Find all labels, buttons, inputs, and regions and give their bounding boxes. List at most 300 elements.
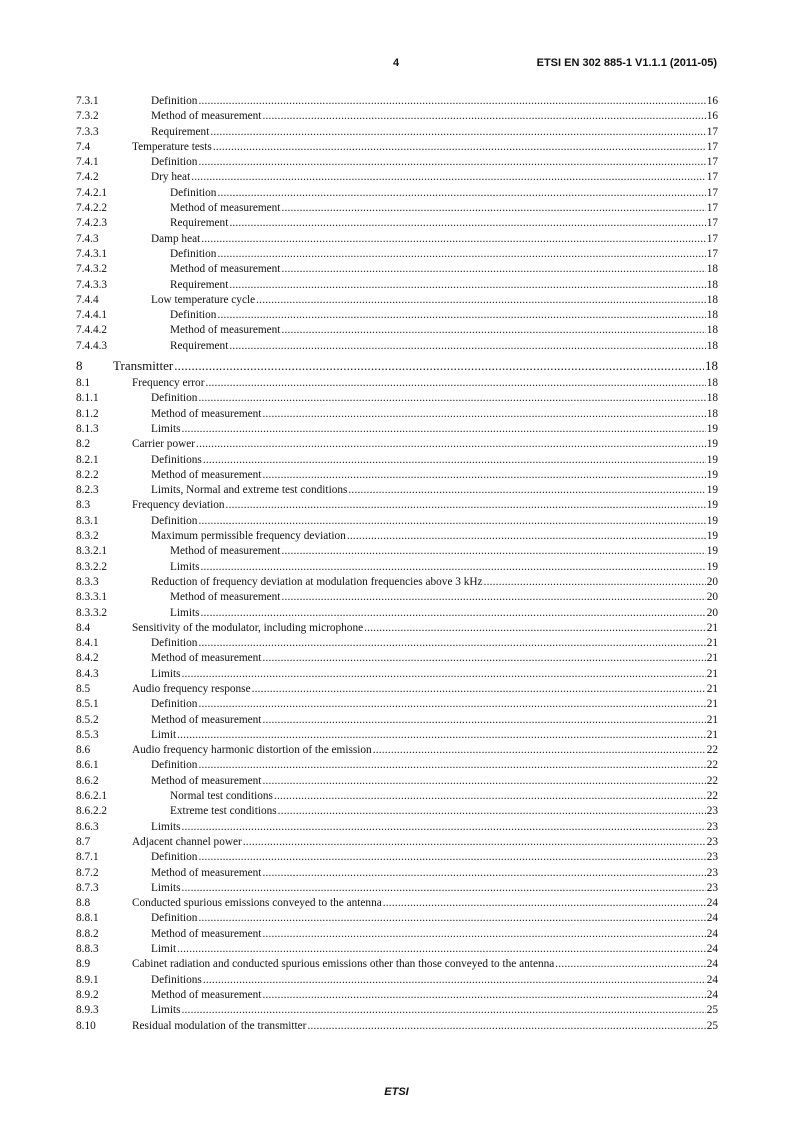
toc-entry[interactable] bbox=[76, 514, 718, 529]
toc-entry[interactable] bbox=[76, 758, 718, 773]
toc-entry-page: 22 bbox=[706, 790, 718, 803]
toc-entry[interactable] bbox=[76, 621, 718, 636]
toc-entry-page: 21 bbox=[706, 713, 718, 726]
toc-entry-title: Definition bbox=[170, 309, 217, 322]
toc-dot-leader bbox=[262, 774, 705, 789]
toc-entry-title: Transmitter bbox=[113, 358, 174, 374]
toc-entry[interactable] bbox=[76, 262, 718, 277]
toc-entry[interactable] bbox=[76, 155, 718, 170]
toc-entry[interactable] bbox=[76, 682, 718, 697]
toc-dot-leader bbox=[262, 713, 705, 728]
toc-entry-title: Low temperature cycle bbox=[151, 293, 256, 306]
toc-entry-page: 24 bbox=[706, 988, 718, 1001]
toc-entry-page: 19 bbox=[706, 545, 718, 558]
page-number: 4 bbox=[393, 57, 400, 69]
toc-entry-number: 7.4.4 bbox=[76, 293, 99, 306]
toc-entry-number: 7.4.3.2 bbox=[76, 263, 108, 276]
toc-entry-number: 8.2.2 bbox=[76, 468, 99, 481]
toc-entry-title: Method of measurement bbox=[151, 407, 262, 420]
toc-entry[interactable] bbox=[76, 293, 718, 308]
toc-dot-leader bbox=[274, 789, 706, 804]
toc-entry-title: Method of measurement bbox=[151, 652, 262, 665]
toc-entry-title: Limits bbox=[151, 881, 181, 894]
toc-entry[interactable] bbox=[76, 789, 718, 804]
toc-entry-title: Limits, Normal and extreme test conditions bbox=[151, 484, 348, 497]
toc-entry[interactable] bbox=[76, 667, 718, 682]
toc-entry[interactable] bbox=[76, 560, 718, 575]
toc-entry-page: 19 bbox=[706, 438, 718, 451]
toc-entry-page: 22 bbox=[706, 744, 718, 757]
toc-entry-title: Method of measurement bbox=[151, 468, 262, 481]
toc-entry-number: 8.1 bbox=[76, 377, 91, 390]
toc-entry-page: 20 bbox=[706, 575, 718, 588]
toc-entry[interactable] bbox=[76, 94, 718, 109]
document-id: ETSI EN 302 885-1 V1.1.1 (2011-05) bbox=[536, 57, 717, 69]
toc-entry[interactable] bbox=[76, 927, 718, 942]
toc-entry-page: 18 bbox=[706, 407, 718, 420]
toc-entry[interactable] bbox=[76, 697, 718, 712]
toc-entry-title: Definition bbox=[170, 186, 217, 199]
toc-dot-leader bbox=[229, 278, 705, 293]
toc-entry-number: 8.3.2.2 bbox=[76, 560, 108, 573]
toc-entry[interactable] bbox=[76, 651, 718, 666]
toc-entry-number: 7.3.1 bbox=[76, 95, 99, 107]
toc-entry-number: 8.7 bbox=[76, 835, 91, 848]
toc-entry[interactable] bbox=[76, 881, 718, 896]
toc-entry-number: 7.3.3 bbox=[76, 125, 99, 138]
toc-entry-page: 21 bbox=[706, 698, 718, 711]
toc-entry-number: 8.1.1 bbox=[76, 392, 99, 405]
toc-dot-leader bbox=[281, 590, 705, 605]
toc-entry-number: 7.4.3 bbox=[76, 232, 99, 245]
toc-dot-leader bbox=[229, 339, 705, 354]
toc-entry-title: Limit bbox=[151, 943, 177, 956]
toc-entry-title: Limit bbox=[151, 728, 177, 741]
toc-entry-title: Audio frequency response bbox=[132, 682, 251, 695]
toc-dot-leader bbox=[256, 293, 706, 308]
toc-dot-leader bbox=[205, 376, 705, 391]
toc-entry-title: Method of measurement bbox=[170, 545, 281, 558]
toc-entry[interactable] bbox=[76, 820, 718, 835]
toc-dot-leader bbox=[348, 483, 705, 498]
toc-dot-leader bbox=[373, 743, 706, 758]
toc-entry-title: Adjacent channel power bbox=[132, 835, 242, 848]
toc-entry-number: 8.3.2.1 bbox=[76, 545, 108, 558]
toc-dot-leader bbox=[198, 94, 705, 109]
toc-entry-title: Method of measurement bbox=[151, 866, 262, 879]
toc-entry[interactable] bbox=[76, 942, 718, 957]
toc-entry-number: 8.5 bbox=[76, 682, 91, 695]
toc-entry-number: 7.4 bbox=[76, 140, 91, 153]
toc-entry-title: Definition bbox=[151, 637, 198, 650]
table-of-contents bbox=[76, 94, 718, 1034]
toc-entry-title: Method of measurement bbox=[170, 324, 281, 337]
toc-entry[interactable] bbox=[76, 323, 718, 338]
toc-entry-page: 19 bbox=[706, 484, 718, 497]
toc-entry[interactable] bbox=[76, 911, 718, 926]
toc-entry-page: 25 bbox=[706, 1019, 718, 1032]
toc-dot-leader bbox=[198, 758, 705, 773]
toc-entry-page: 21 bbox=[706, 667, 718, 680]
toc-entry[interactable] bbox=[76, 1019, 718, 1034]
toc-entry-number: 8.3.3.1 bbox=[76, 591, 108, 604]
toc-entry[interactable] bbox=[76, 109, 718, 124]
toc-dot-leader bbox=[217, 186, 705, 201]
toc-entry-number: 7.4.4.3 bbox=[76, 339, 108, 352]
toc-entry[interactable] bbox=[76, 973, 718, 988]
toc-entry-title: Normal test conditions bbox=[170, 790, 273, 803]
toc-entry-number: 8.1.2 bbox=[76, 407, 99, 420]
toc-dot-leader bbox=[262, 866, 705, 881]
toc-entry-title: Conducted spurious emissions conveyed to the antenna bbox=[132, 897, 382, 910]
toc-dot-leader bbox=[364, 621, 706, 636]
toc-entry[interactable] bbox=[76, 216, 718, 231]
toc-entry[interactable] bbox=[76, 186, 718, 201]
toc-dot-leader bbox=[198, 391, 705, 406]
toc-entry[interactable] bbox=[76, 201, 718, 216]
toc-dot-leader bbox=[198, 911, 705, 926]
toc-entry-title: Method of measurement bbox=[170, 263, 281, 276]
toc-dot-leader bbox=[201, 606, 706, 621]
toc-entry-page: 18 bbox=[706, 377, 718, 390]
toc-entry[interactable] bbox=[76, 850, 718, 865]
toc-dot-leader bbox=[262, 927, 705, 942]
toc-entry[interactable] bbox=[76, 468, 718, 483]
toc-entry-page: 18 bbox=[706, 293, 718, 306]
toc-entry-page: 17 bbox=[706, 125, 718, 138]
toc-entry-number: 8.5.1 bbox=[76, 698, 99, 711]
toc-entry-number: 8.8 bbox=[76, 897, 91, 910]
toc-entry-page: 21 bbox=[706, 728, 718, 741]
toc-entry-number: 8.5.2 bbox=[76, 713, 99, 726]
toc-entry-title: Limits bbox=[151, 820, 181, 833]
toc-entry[interactable] bbox=[76, 835, 718, 850]
toc-entry-title: Carrier power bbox=[132, 438, 196, 451]
toc-dot-leader bbox=[203, 973, 706, 988]
toc-entry-title: Damp heat bbox=[151, 232, 201, 245]
toc-entry[interactable] bbox=[76, 713, 718, 728]
toc-entry[interactable] bbox=[76, 728, 718, 743]
toc-entry-page: 18 bbox=[706, 309, 718, 322]
toc-entry-title: Definition bbox=[151, 514, 198, 527]
toc-entry-title: Limits bbox=[151, 667, 181, 680]
toc-entry-page: 24 bbox=[706, 912, 718, 925]
toc-entry-title: Frequency deviation bbox=[132, 499, 225, 512]
toc-entry-number: 7.4.1 bbox=[76, 156, 99, 169]
toc-entry-number: 7.4.4.2 bbox=[76, 324, 108, 337]
toc-dot-leader bbox=[243, 835, 706, 850]
toc-dot-leader bbox=[278, 804, 706, 819]
toc-dot-leader bbox=[198, 636, 705, 651]
toc-entry-title: Requirement bbox=[170, 278, 229, 291]
toc-entry-page: 18 bbox=[706, 324, 718, 337]
toc-entry-title: Method of measurement bbox=[151, 927, 262, 940]
toc-entry-number: 8.3.3.2 bbox=[76, 606, 108, 619]
toc-entry-title: Method of measurement bbox=[151, 713, 262, 726]
toc-dot-leader bbox=[262, 109, 705, 124]
toc-entry[interactable] bbox=[76, 140, 718, 155]
toc-entry-page: 23 bbox=[706, 805, 718, 818]
toc-entry[interactable] bbox=[76, 498, 718, 513]
toc-entry-title: Requirement bbox=[170, 217, 229, 230]
toc-entry-page: 20 bbox=[706, 606, 718, 619]
toc-dot-leader bbox=[177, 728, 706, 743]
toc-entry-number: 8.3.2 bbox=[76, 530, 99, 543]
toc-entry-title: Limits bbox=[170, 560, 200, 573]
toc-entry-title: Method of measurement bbox=[151, 774, 262, 787]
toc-entry-page: 21 bbox=[706, 652, 718, 665]
toc-entry-title: Definition bbox=[151, 759, 198, 772]
toc-entry-number: 7.4.3.1 bbox=[76, 247, 108, 260]
toc-entry-number: 8.6 bbox=[76, 744, 91, 757]
toc-dot-leader bbox=[229, 216, 705, 231]
toc-entry[interactable] bbox=[76, 988, 718, 1003]
toc-entry-page: 19 bbox=[706, 468, 718, 481]
toc-entry-title: Requirement bbox=[151, 125, 210, 138]
toc-entry-title: Reduction of frequency deviation at modulation frequencies above 3 kHz bbox=[151, 575, 483, 588]
toc-entry-page: 18 bbox=[706, 278, 718, 291]
toc-entry[interactable] bbox=[76, 232, 718, 247]
toc-dot-leader bbox=[217, 308, 705, 323]
toc-entry-number: 8.2.3 bbox=[76, 484, 99, 497]
toc-dot-leader bbox=[217, 247, 705, 262]
toc-entry-number: 8.6.1 bbox=[76, 759, 99, 772]
toc-entry-page: 19 bbox=[706, 453, 718, 466]
toc-entry[interactable] bbox=[76, 575, 718, 590]
toc-entry-number: 8.5.3 bbox=[76, 728, 99, 741]
toc-entry-page: 18 bbox=[706, 339, 718, 352]
toc-dot-leader bbox=[198, 155, 705, 170]
toc-entry-title: Limits bbox=[151, 422, 181, 435]
toc-dot-leader bbox=[177, 942, 706, 957]
toc-entry-page: 19 bbox=[706, 530, 718, 543]
toc-entry-title: Audio frequency harmonic distortion of the emission bbox=[132, 744, 372, 757]
toc-entry-page: 21 bbox=[706, 621, 718, 634]
toc-entry-number: 8.6.2 bbox=[76, 774, 99, 787]
toc-dot-leader bbox=[262, 407, 705, 422]
toc-entry-number: 8.4.2 bbox=[76, 652, 99, 665]
toc-entry-page: 24 bbox=[706, 958, 718, 971]
toc-entry-title: Definition bbox=[151, 851, 198, 864]
toc-entry-number: 8.8.2 bbox=[76, 927, 99, 940]
toc-entry-page: 22 bbox=[706, 759, 718, 772]
toc-dot-leader bbox=[281, 262, 705, 277]
toc-entry-title: Frequency error bbox=[132, 377, 205, 390]
toc-entry[interactable] bbox=[76, 483, 718, 498]
toc-entry-page: 23 bbox=[706, 851, 718, 864]
toc-entry-title: Limits bbox=[170, 606, 200, 619]
toc-entry-title: Method of measurement bbox=[151, 988, 262, 1001]
toc-entry-number: 8.3.3 bbox=[76, 575, 99, 588]
toc-dot-leader bbox=[201, 560, 706, 575]
toc-entry[interactable] bbox=[76, 804, 718, 819]
toc-entry-title: Definition bbox=[151, 95, 198, 107]
toc-entry[interactable] bbox=[76, 743, 718, 758]
toc-entry-page: 18 bbox=[706, 392, 718, 405]
toc-entry-title: Limits bbox=[151, 1004, 181, 1017]
toc-entry-page: 17 bbox=[706, 156, 718, 169]
toc-entry[interactable] bbox=[76, 1003, 718, 1018]
toc-entry-title: Definition bbox=[151, 698, 198, 711]
toc-entry[interactable] bbox=[76, 453, 718, 468]
toc-entry[interactable] bbox=[76, 866, 718, 881]
toc-dot-leader bbox=[210, 125, 705, 140]
toc-entry[interactable] bbox=[76, 422, 718, 437]
toc-entry-page: 19 bbox=[706, 560, 718, 573]
toc-entry-number: 8.8.3 bbox=[76, 943, 99, 956]
toc-dot-leader bbox=[182, 881, 706, 896]
toc-entry[interactable] bbox=[76, 125, 718, 140]
toc-entry-title: Residual modulation of the transmitter bbox=[132, 1019, 307, 1032]
toc-entry[interactable] bbox=[76, 590, 718, 605]
toc-dot-leader bbox=[213, 140, 706, 155]
toc-dot-leader bbox=[347, 529, 706, 544]
toc-entry-number: 8 bbox=[76, 358, 83, 374]
toc-entry-title: Definition bbox=[151, 912, 198, 925]
toc-entry-page: 17 bbox=[706, 217, 718, 230]
toc-dot-leader bbox=[198, 514, 705, 529]
toc-entry-page: 21 bbox=[706, 682, 718, 695]
toc-dot-leader bbox=[383, 896, 706, 911]
toc-entry-number: 8.7.1 bbox=[76, 851, 99, 864]
toc-entry[interactable] bbox=[76, 529, 718, 544]
toc-entry[interactable] bbox=[76, 391, 718, 406]
toc-dot-leader bbox=[174, 356, 704, 376]
toc-entry-title: Definition bbox=[170, 247, 217, 260]
toc-entry-page: 23 bbox=[706, 820, 718, 833]
toc-entry-page: 17 bbox=[706, 171, 718, 184]
toc-entry[interactable] bbox=[76, 278, 718, 293]
toc-entry[interactable] bbox=[76, 437, 718, 452]
toc-entry-number: 7.4.3.3 bbox=[76, 278, 108, 291]
toc-entry-number: 7.4.4.1 bbox=[76, 309, 108, 322]
toc-entry[interactable] bbox=[76, 170, 718, 185]
toc-entry-number: 8.8.1 bbox=[76, 912, 99, 925]
toc-entry-title: Temperature tests bbox=[132, 140, 212, 153]
toc-entry-title: Definitions bbox=[151, 453, 202, 466]
toc-entry-number: 8.9.2 bbox=[76, 988, 99, 1001]
toc-entry[interactable] bbox=[76, 376, 718, 391]
toc-dot-leader bbox=[191, 170, 705, 185]
toc-entry-number: 8.1.3 bbox=[76, 422, 99, 435]
toc-entry-number: 8.6.3 bbox=[76, 820, 99, 833]
toc-entry[interactable] bbox=[76, 356, 718, 376]
toc-entry-number: 8.2.1 bbox=[76, 453, 99, 466]
toc-dot-leader bbox=[555, 957, 705, 972]
toc-entry-number: 8.9.3 bbox=[76, 1004, 99, 1017]
toc-entry-title: Sensitivity of the modulator, including microphone bbox=[132, 621, 364, 634]
toc-dot-leader bbox=[201, 232, 705, 247]
toc-entry-number: 8.4.3 bbox=[76, 667, 99, 680]
toc-entry-title: Method of measurement bbox=[170, 591, 281, 604]
toc-entry-page: 16 bbox=[706, 95, 718, 107]
toc-entry-title: Method of measurement bbox=[151, 110, 262, 123]
toc-dot-leader bbox=[252, 682, 706, 697]
toc-entry-number: 8.7.3 bbox=[76, 881, 99, 894]
toc-entry[interactable] bbox=[76, 339, 718, 354]
toc-dot-leader bbox=[262, 988, 705, 1003]
toc-entry-page: 21 bbox=[706, 637, 718, 650]
toc-entry-page: 20 bbox=[706, 591, 718, 604]
toc-entry-number: 8.6.2.1 bbox=[76, 790, 108, 803]
toc-dot-leader bbox=[307, 1019, 705, 1034]
toc-entry-page: 17 bbox=[706, 140, 718, 153]
toc-entry-page: 23 bbox=[706, 835, 718, 848]
toc-dot-leader bbox=[182, 422, 706, 437]
toc-entry-page: 19 bbox=[706, 499, 718, 512]
toc-entry[interactable] bbox=[76, 308, 718, 323]
toc-entry-page: 19 bbox=[706, 514, 718, 527]
toc-entry-number: 8.6.2.2 bbox=[76, 805, 108, 818]
toc-entry-number: 8.9 bbox=[76, 958, 91, 971]
toc-dot-leader bbox=[198, 697, 705, 712]
toc-entry-page: 18 bbox=[705, 358, 718, 374]
toc-entry-title: Definition bbox=[151, 156, 198, 169]
toc-dot-leader bbox=[262, 651, 705, 666]
toc-entry-number: 7.3.2 bbox=[76, 110, 99, 123]
toc-entry-number: 8.3 bbox=[76, 499, 91, 512]
toc-entry-title: Cabinet radiation and conducted spurious emissions other than those conveyed to the antenna bbox=[132, 958, 555, 971]
toc-dot-leader bbox=[203, 453, 706, 468]
toc-entry-page: 22 bbox=[706, 774, 718, 787]
toc-entry-page: 23 bbox=[706, 866, 718, 879]
toc-entry-number: 8.4.1 bbox=[76, 637, 99, 650]
toc-entry-page: 16 bbox=[706, 110, 718, 123]
toc-entry[interactable] bbox=[76, 407, 718, 422]
toc-entry-number: 7.4.2.2 bbox=[76, 202, 108, 215]
toc-entry-title: Method of measurement bbox=[170, 202, 281, 215]
toc-entry-number: 7.4.2 bbox=[76, 171, 99, 184]
toc-entry-title: Requirement bbox=[170, 339, 229, 352]
toc-dot-leader bbox=[281, 201, 705, 216]
toc-entry-page: 17 bbox=[706, 247, 718, 260]
toc-entry-page: 24 bbox=[706, 927, 718, 940]
toc-entry-page: 24 bbox=[706, 973, 718, 986]
toc-entry[interactable] bbox=[76, 636, 718, 651]
toc-dot-leader bbox=[281, 544, 705, 559]
toc-dot-leader bbox=[182, 1003, 706, 1018]
toc-entry-page: 18 bbox=[706, 263, 718, 276]
toc-entry[interactable] bbox=[76, 957, 718, 972]
toc-entry-title: Maximum permissible frequency deviation bbox=[151, 530, 346, 543]
toc-entry-page: 17 bbox=[706, 232, 718, 245]
toc-entry-number: 8.7.2 bbox=[76, 866, 99, 879]
toc-entry-page: 17 bbox=[706, 202, 718, 215]
toc-dot-leader bbox=[198, 850, 705, 865]
toc-entry-number: 8.2 bbox=[76, 438, 91, 451]
toc-entry-title: Definition bbox=[151, 392, 198, 405]
toc-entry[interactable] bbox=[76, 544, 718, 559]
toc-entry[interactable] bbox=[76, 606, 718, 621]
toc-entry-number: 8.4 bbox=[76, 621, 91, 634]
toc-entry[interactable] bbox=[76, 247, 718, 262]
toc-entry[interactable] bbox=[76, 896, 718, 911]
toc-entry-page: 24 bbox=[706, 943, 718, 956]
toc-entry-number: 7.4.2.1 bbox=[76, 186, 108, 199]
toc-dot-leader bbox=[182, 667, 706, 682]
toc-entry-page: 23 bbox=[706, 881, 718, 894]
toc-entry[interactable] bbox=[76, 774, 718, 789]
footer-logo-text: ETSI bbox=[384, 1086, 409, 1098]
toc-entry-page: 24 bbox=[706, 897, 718, 910]
toc-entry-number: 7.4.2.3 bbox=[76, 217, 108, 230]
toc-entry-number: 8.3.1 bbox=[76, 514, 99, 527]
toc-entry-page: 19 bbox=[706, 422, 718, 435]
toc-dot-leader bbox=[262, 468, 705, 483]
toc-entry-number: 8.9.1 bbox=[76, 973, 99, 986]
toc-entry-title: Dry heat bbox=[151, 171, 191, 184]
toc-dot-leader bbox=[226, 498, 706, 513]
